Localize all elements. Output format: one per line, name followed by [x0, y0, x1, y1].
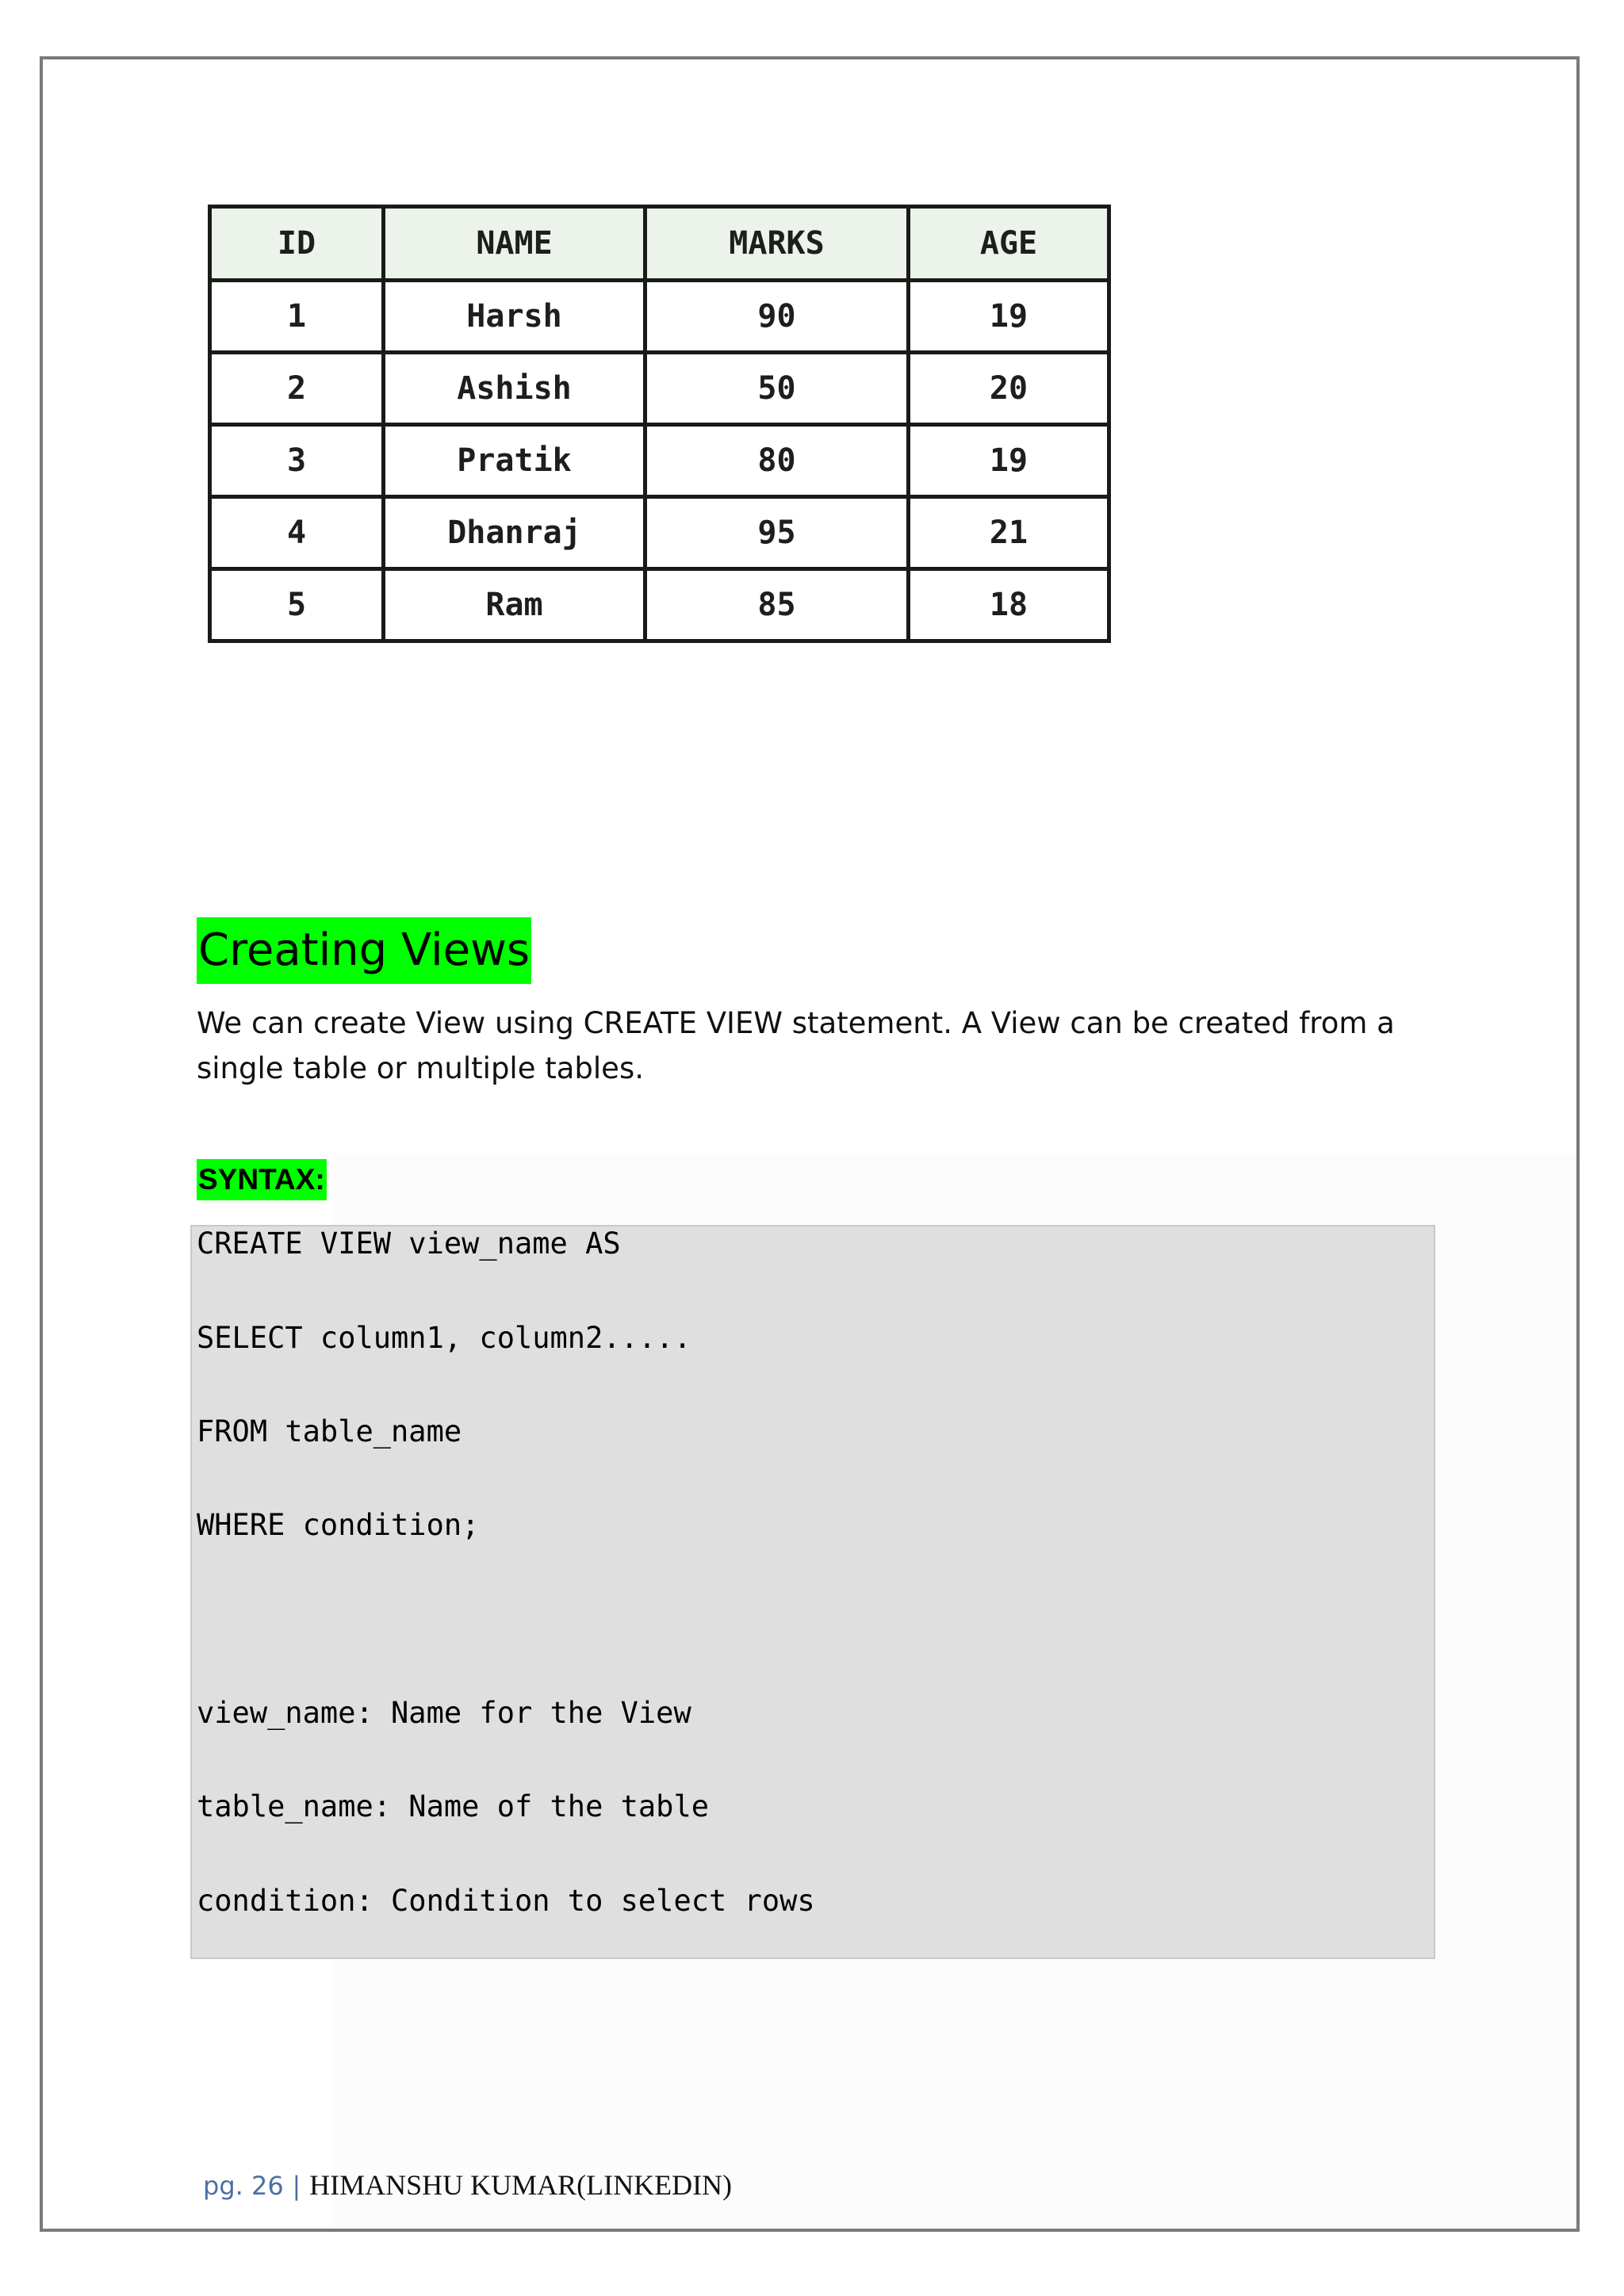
table-cell-id: 1: [210, 281, 384, 353]
table-cell-id: 2: [210, 353, 384, 425]
table-cell-age: 19: [909, 425, 1109, 497]
section-title: Creating Views: [197, 917, 531, 984]
table-header-age: AGE: [909, 207, 1109, 281]
table-cell-id: 3: [210, 425, 384, 497]
footer-author: HIMANSHU KUMAR(LINKEDIN): [309, 2169, 733, 2201]
table-row: [210, 425, 1109, 497]
code-line: table_name: Name of the table: [197, 1789, 710, 1823]
code-block: [190, 1225, 1435, 1959]
table-cell-name: Ashish: [384, 353, 645, 425]
table-cell-age: 19: [909, 281, 1109, 353]
table-row: [210, 353, 1109, 425]
code-line: SELECT column1, column2.....: [197, 1321, 691, 1355]
code-line: WHERE condition;: [197, 1508, 480, 1542]
table-cell-id: 4: [210, 497, 384, 569]
table-cell-id: 5: [210, 569, 384, 641]
table-header-row: [210, 207, 1109, 281]
table-row: [210, 569, 1109, 641]
table-header-name: NAME: [384, 207, 645, 281]
page-number: pg. 26: [203, 2171, 284, 2201]
table-cell-marks: 95: [645, 497, 909, 569]
code-line: CREATE VIEW view_name AS: [197, 1226, 621, 1261]
table-cell-marks: 50: [645, 353, 909, 425]
page-footer: [203, 2168, 732, 2203]
intro-paragraph: We can create View using CREATE VIEW statement. A View can be created from a single table or multiple tables.: [197, 1006, 1395, 1085]
code-line: view_name: Name for the View: [197, 1696, 691, 1730]
code-line: condition: Condition to select rows: [197, 1884, 815, 1918]
table-row: [210, 281, 1109, 353]
table-cell-marks: 85: [645, 569, 909, 641]
table-row: [210, 497, 1109, 569]
student-table: [208, 205, 1111, 643]
table-cell-name: Dhanraj: [384, 497, 645, 569]
table-header-id: ID: [210, 207, 384, 281]
table-cell-name: Pratik: [384, 425, 645, 497]
code-line: FROM table_name: [197, 1414, 462, 1448]
table-cell-name: Harsh: [384, 281, 645, 353]
syntax-label: SYNTAX:: [197, 1159, 327, 1200]
table-cell-age: 18: [909, 569, 1109, 641]
table-cell-age: 21: [909, 497, 1109, 569]
table-cell-age: 20: [909, 353, 1109, 425]
table-cell-name: Ram: [384, 569, 645, 641]
table-cell-marks: 90: [645, 281, 909, 353]
table-cell-marks: 80: [645, 425, 909, 497]
table-header-marks: MARKS: [645, 207, 909, 281]
footer-separator: |: [292, 2171, 301, 2201]
